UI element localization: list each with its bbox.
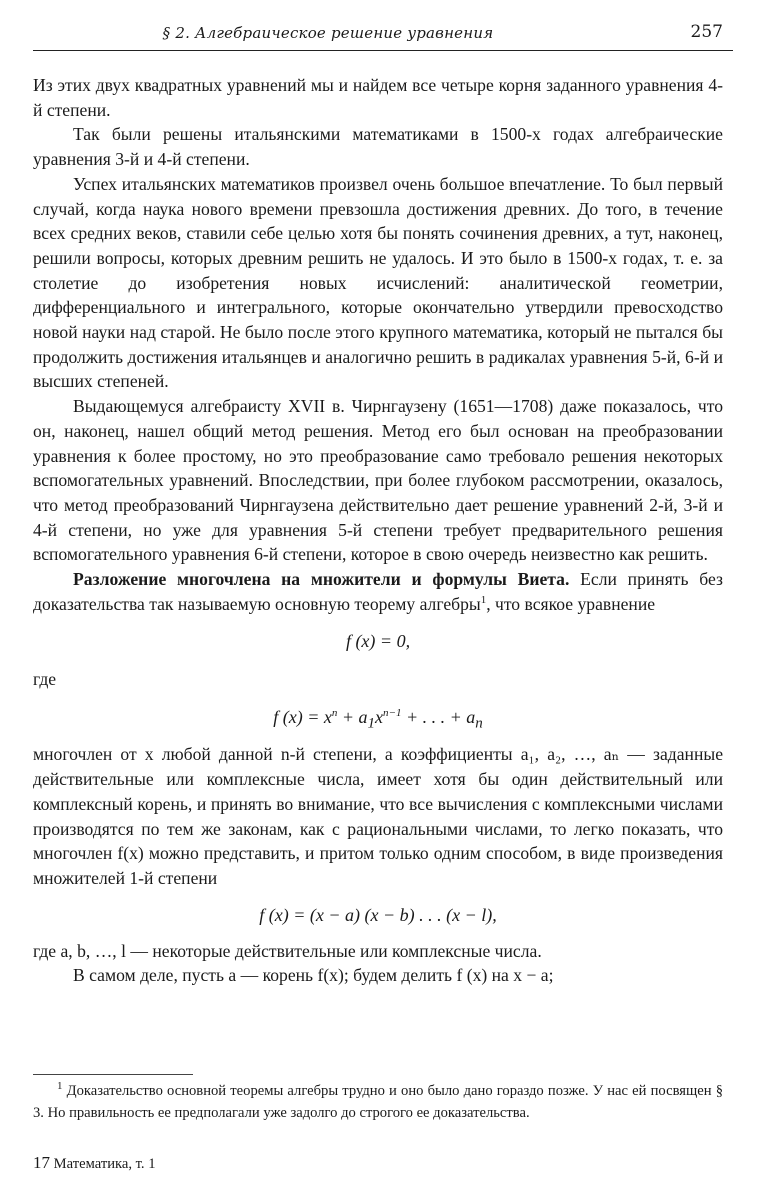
section-title: § 2. Алгебраическое решение уравнения [162,24,494,42]
equation-2-sub-n: n [475,716,483,733]
subsection-heading: Разложение многочлена на множители и формулы Виета. [73,569,570,590]
paragraph-2: Так были решены итальянскими математиками в 1500-х годах алгебраические уравнения 3-й и 4-й степени. [33,124,723,170]
paragraph-4: Выдающемуся алгебраисту XVII в. Чирнгаузену (1651—1708) даже показалось, что он, наконец, нашел общий метод решения. Метод его был основан на преобразовании уравнения к более простому, но это преобразование само требовало решения некоторых вспомогательных уравнений. Впоследствии, при более глубоком рассмотрении, оказалось, что метод преобразований Чирнгаузена действительно дает решение уравнений 2-й, 3-й и 4-й степени, но уже для уравнения 5-й степени требует предварительного решения вспомогательного уравнения 6-й степени, которое в свою очередь неизвестно как решить. [33,396,723,565]
footnote-reference: 1 [480,593,487,606]
running-head [33,20,733,51]
page-number: 257 [690,22,723,42]
signature-number: 17 [33,1153,50,1172]
equation-2-exp-n: n [331,707,338,720]
footnote [33,1080,723,1124]
paragraph-8: В самом деле, пусть a — корень f(x); будем делить f (x) на x − a; [73,965,554,986]
paragraph-5-text: Если принять без доказательства так называемую основную теорему алгебры [33,569,723,614]
equation-2-sub-1: 1 [367,716,376,733]
footnote-divider [33,1074,193,1075]
equation-2-x: x [375,707,384,728]
main-text [33,73,723,988]
paragraph-7: где a, b, …, l — некоторые действительные или комплексные числа. [33,940,542,961]
footnote-mark: 1 [57,1080,63,1093]
paragraph-5 [33,567,723,616]
where-label: где [33,669,57,690]
equation-2-tail: + . . . + a [401,707,476,728]
equation-2 [33,692,723,742]
equation-3: f (x) = (x − a) (x − b) . . . (x − l), [259,904,497,925]
equation-2-exp-n-1: n−1 [383,707,402,720]
paragraph-3: Успех итальянских математиков произвел очень большое впечатление. То был первый случай, когда наука нового времени превзошла достижения древних. До того, в течение всех средних веков, ставили себе целью хотя бы понять сочинения древних, а тут, наконец, решили вопросы, которых древним решить не удалось. И это было в 1500-х годах, т. е. за столетие до изобретения новых исчислений: аналитической геометрии, дифференциального и интегрального, которые окончательно утвердили превосходство новой науки над старой. Не было после этого крупного математика, который не пытался бы продолжить достижения итальянцев и аналогично решить в радикалах уравнения 5-й, 6-й и высших степеней. [33,173,723,392]
equation-2-mid: + a [337,707,368,728]
paragraph-5-tail: , что всякое уравнение [486,593,656,614]
footnote-text: Доказательство основной теоремы алгебры трудно и оно было дано гораздо позже. У нас ей посвящен § 3. Но правильность ее предполагали уже задолго до строгого ее доказательства. [33,1083,723,1121]
printer-signature [33,1153,156,1173]
equation-2-lhs: f (x) = x [273,707,332,728]
paragraph-6: многочлен от x любой данной n-й степени, а коэффициенты a₁, a₂, …, aₙ — заданные действительные или комплексные числа, имеет хотя бы один действительный или комплексный корень, и принять во внимание, что все вычисления с комплексными числами производятся по тем же законам, как с рациональными числами, то легко показать, что многочлен f(x) можно представить, и притом только одним способом, в виде произведения множителей 1-й степени [33,744,723,888]
equation-1: f (x) = 0, [345,631,411,652]
paragraph-1: Из этих двух квадратных уравнений мы и найдем все четыре корня заданного уравнения 4-й степени. [33,75,723,120]
signature-text: Математика, т. 1 [50,1156,156,1172]
